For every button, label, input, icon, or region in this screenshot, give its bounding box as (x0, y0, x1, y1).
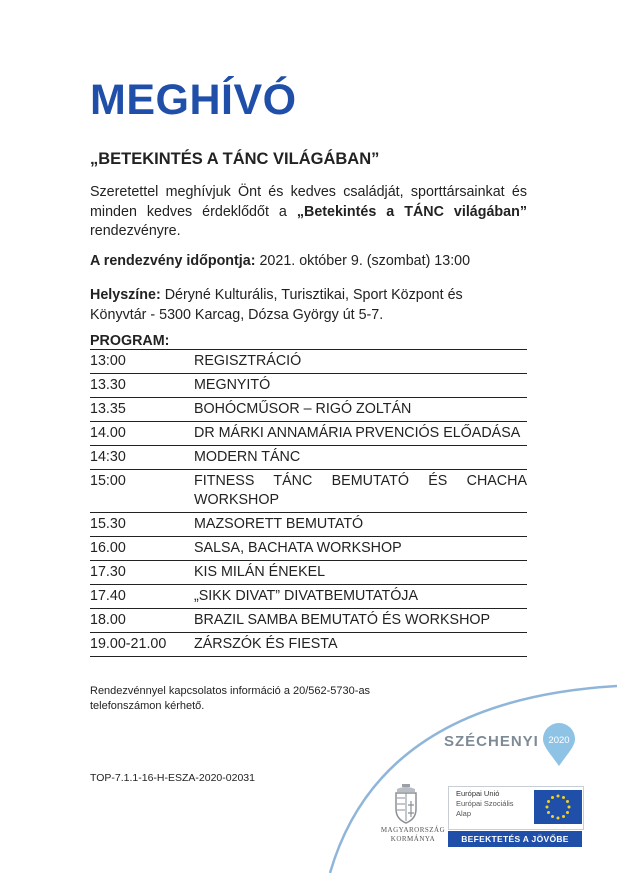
hungarian-crest-icon (393, 783, 419, 825)
program-table (90, 349, 527, 657)
event-date (90, 253, 470, 269)
program-activity: MEGNYITÓ (194, 374, 527, 398)
government-logo-text (370, 826, 456, 844)
table-row (90, 513, 527, 537)
szechenyi-pin-icon (541, 722, 577, 768)
table-row (90, 446, 527, 470)
intro-event-name: „Betekintés a TÁNC világában” (296, 203, 527, 220)
program-activity: REGISZTRÁCIÓ (194, 350, 527, 374)
table-row (90, 470, 527, 513)
szechenyi-year: 2020 (548, 735, 570, 746)
intro-text-after: rendezvényre. (90, 223, 181, 239)
table-row (90, 585, 527, 609)
gov-line-1: MAGYARORSZÁG (380, 826, 446, 834)
program-time: 15:00 (90, 470, 194, 513)
szechenyi-logo-text: SZÉCHENYI (444, 733, 539, 750)
table-row (90, 374, 527, 398)
eu-flag-icon (534, 790, 582, 824)
table-row (90, 561, 527, 585)
table-row (90, 422, 527, 446)
program-activity: MODERN TÁNC (194, 446, 527, 470)
program-time: 14:30 (90, 446, 194, 470)
program-activity: BOHÓCMŰSOR – RIGÓ ZOLTÁN (194, 398, 527, 422)
eu-line-2: Európai Szociális (456, 799, 514, 808)
event-subtitle: „BETEKINTÉS A TÁNC VILÁGÁBAN” (90, 150, 380, 168)
program-heading: PROGRAM: (90, 333, 170, 349)
program-activity: BRAZIL SAMBA BEMUTATÓ ÉS WORKSHOP (194, 609, 527, 633)
intro-paragraph (90, 183, 527, 242)
table-row (90, 633, 527, 657)
project-code: TOP-7.1.1-16-H-ESZA-2020-02031 (90, 772, 255, 784)
event-venue (90, 286, 500, 325)
program-activity: KIS MILÁN ÉNEKEL (194, 561, 527, 585)
table-row (90, 537, 527, 561)
program-activity: DR MÁRKI ANNAMÁRIA PRVENCIÓS ELŐADÁSA (194, 422, 527, 446)
program-activity: MAZSORETT BEMUTATÓ (194, 513, 527, 537)
program-time: 16.00 (90, 537, 194, 561)
date-label: A rendezvény időpontja: (90, 253, 256, 269)
table-row (90, 350, 527, 374)
befektetes-banner: BEFEKTETÉS A JÖVŐBE (448, 831, 582, 847)
program-activity: FITNESS TÁNC BEMUTATÓ ÉS CHACHA WORKSHOP (194, 470, 527, 513)
intro-text-before: Szeretettel meghívjuk Önt és kedves családját, sporttársainkat és minden kedves érdeklődőt a (90, 184, 527, 220)
gov-line-2: KORMÁNYA (390, 835, 436, 843)
program-time: 19.00-21.00 (90, 633, 194, 657)
program-time: 13:00 (90, 350, 194, 374)
program-time: 14.00 (90, 422, 194, 446)
venue-value: Déryné Kulturális, Turisztikai, Sport Központ és Könyvtár - 5300 Karcag, Dózsa György út 5-7. (90, 287, 463, 323)
program-time: 17.30 (90, 561, 194, 585)
eu-logo-text (456, 789, 514, 819)
program-time: 13.30 (90, 374, 194, 398)
eu-line-1: Európai Unió (456, 789, 500, 798)
table-row (90, 609, 527, 633)
program-activity: „SIKK DIVAT” DIVATBEMUTATÓJA (194, 585, 527, 609)
date-value: 2021. október 9. (szombat) 13:00 (255, 253, 471, 269)
program-activity: SALSA, BACHATA WORKSHOP (194, 537, 527, 561)
program-time: 18.00 (90, 609, 194, 633)
contact-info: Rendezvénnyel kapcsolatos információ a 20/562-5730-as telefonszámon kérhető. (90, 685, 371, 712)
table-row (90, 398, 527, 422)
page-title: MEGHÍVÓ (90, 76, 297, 124)
venue-label: Helyszíne: (90, 287, 161, 303)
program-activity: ZÁRSZÓK ÉS FIESTA (194, 633, 527, 657)
program-time: 13.35 (90, 398, 194, 422)
eu-line-3: Alap (456, 809, 472, 818)
program-time: 15.30 (90, 513, 194, 537)
program-time: 17.40 (90, 585, 194, 609)
